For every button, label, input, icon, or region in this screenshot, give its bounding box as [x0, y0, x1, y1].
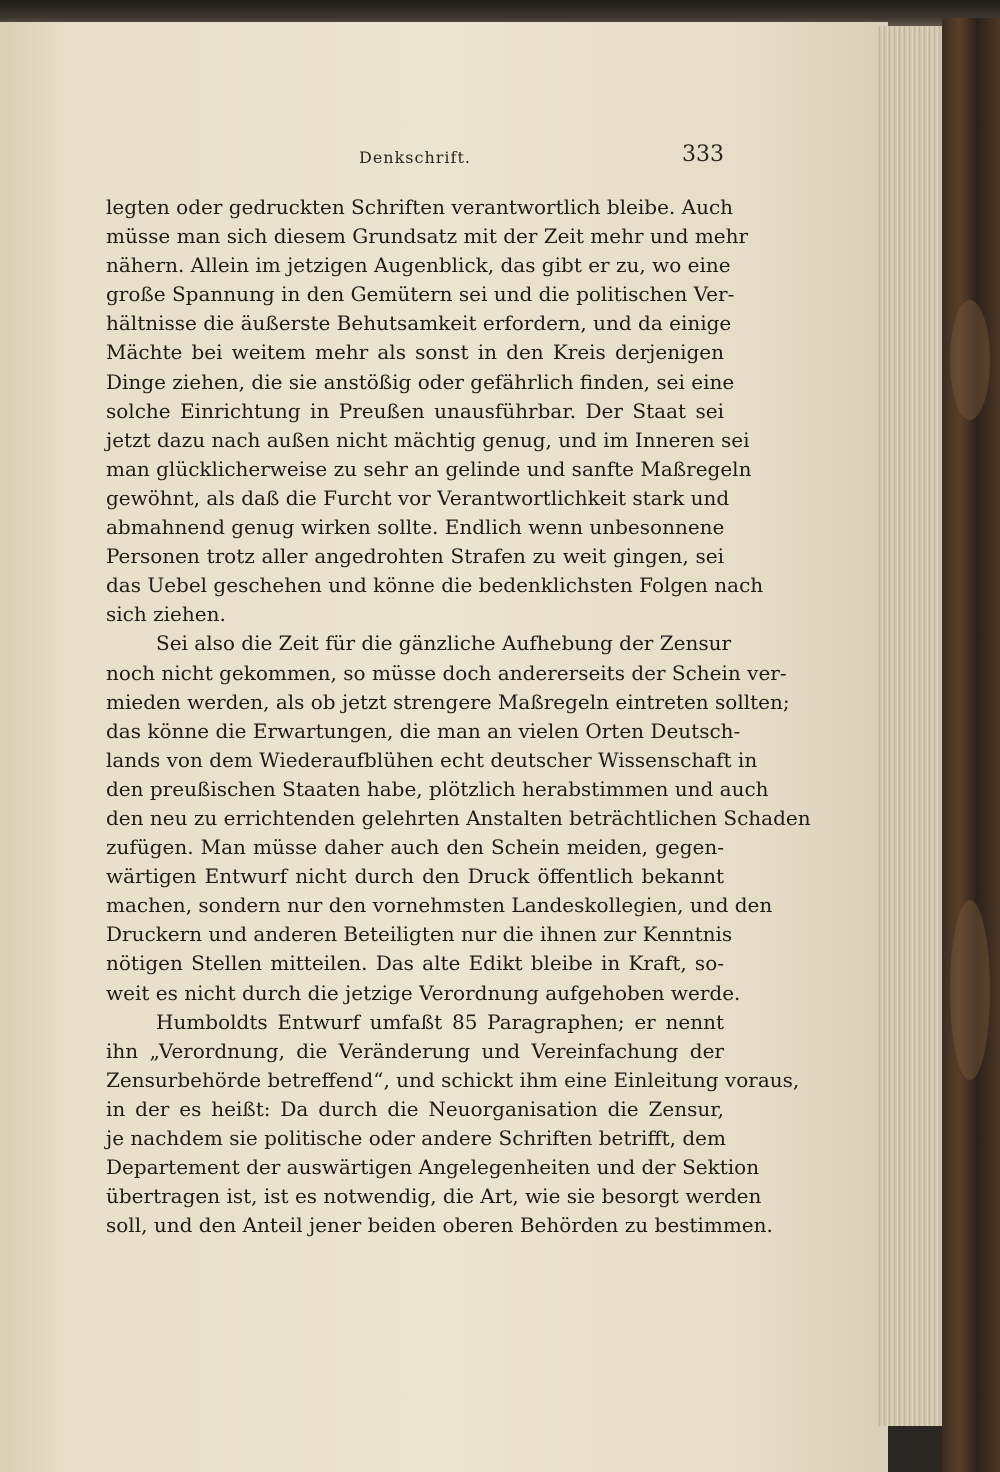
text-line: Humboldts Entwurf umfaßt 85 Paragraphen; er nennt — [156, 1009, 724, 1034]
text-line: legten oder gedruckten Schriften verantwortlich bleibe. Auch — [106, 195, 734, 219]
text-line: je nachdem sie politische oder andere Schriften betrifft, dem — [106, 1126, 726, 1150]
text-line: den preußischen Staaten habe, plötzlich herabstimmen und auch — [106, 776, 769, 801]
text-line: ihn „Verordnung, die Veränderung und Vereinfachung der — [106, 1038, 724, 1063]
cover-stain — [950, 900, 990, 1080]
page-edges — [876, 26, 944, 1426]
text-line: Druckern und anderen Beteiligten nur die ihnen zur Kenntnis — [106, 922, 733, 947]
text-line: wärtigen Entwurf nicht durch den Druck öffentlich bekannt — [106, 864, 724, 889]
text-line: machen, sondern nur den vornehmsten Landeskollegien, und den — [106, 893, 773, 918]
text-line: weit es nicht durch die jetzige Verordnung aufgehoben werde. — [106, 980, 741, 1005]
text-line: soll, und den Anteil jener beiden oberen Behörden zu bestimmen. — [106, 1213, 773, 1238]
text-line: große Spannung in den Gemütern sei und die politischen Ver- — [106, 282, 735, 307]
text-line: abmahnend genug wirken sollte. Endlich wenn unbesonnene — [106, 515, 725, 540]
text-line: den neu zu errichtenden gelehrten Anstalten beträchtlichen Schaden — [106, 805, 811, 830]
text-line: gewöhnt, als daß die Furcht vor Verantwortlichkeit stark und — [106, 485, 730, 510]
text-line: das Uebel geschehen und könne die bedenklichsten Folgen nach — [106, 573, 764, 598]
text-line: nötigen Stellen mitteilen. Das alte Edikt bleibe in Kraft, so- — [106, 951, 724, 976]
cover-stain — [950, 300, 990, 420]
text-line: nähern. Allein im jetzigen Augenblick, das gibt er zu, wo eine — [106, 253, 731, 278]
text-line: jetzt dazu nach außen nicht mächtig genug, und im Inneren sei — [106, 427, 750, 452]
book-cover — [942, 18, 1000, 1472]
text-line: in der es heißt: Da durch die Neuorganisation die Zensur, — [106, 1096, 724, 1121]
text-line: Departement der auswärtigen Angelegenheiten und der Sektion — [106, 1155, 760, 1180]
page-number: 333 — [682, 142, 724, 167]
text-line: müsse man sich diesem Grundsatz mit der Zeit mehr und mehr — [106, 224, 749, 249]
running-head — [106, 142, 724, 174]
text-line: zufügen. Man müsse daher auch den Schein meiden, gegen- — [106, 835, 724, 860]
text-line: das könne die Erwartungen, die man an vielen Orten Deutsch- — [106, 718, 741, 743]
text-line: Zensurbehörde betreffend“, und schickt ihm eine Einleitung voraus, — [106, 1067, 800, 1092]
text-line: Sei also die Zeit für die gänzliche Aufhebung der Zensur — [156, 631, 732, 656]
text-line: hältnisse die äußerste Behutsamkeit erfordern, und da einige — [106, 311, 732, 336]
running-head-title: Denkschrift. — [359, 148, 471, 167]
paragraph — [106, 629, 811, 1007]
text-line: sich ziehen. — [106, 602, 226, 627]
text-line: man glücklicherweise zu sehr an gelinde und sanfte Maßregeln — [106, 456, 752, 481]
text-line: mieden werden, als ob jetzt strengere Maßregeln eintreten sollten; — [106, 689, 790, 714]
text-line: noch nicht gekommen, so müsse doch andererseits der Schein ver- — [106, 660, 787, 685]
paragraph — [106, 1008, 800, 1241]
body-text — [106, 193, 811, 1240]
text-line: lands von dem Wiederaufblühen echt deutscher Wissenschaft in — [106, 747, 758, 772]
paragraph — [106, 193, 764, 629]
text-line: Dinge ziehen, die sie anstößig oder gefährlich finden, sei eine — [106, 369, 735, 394]
text-line: Mächte bei weitem mehr als sonst in den Kreis derjenigen — [106, 340, 724, 365]
text-line: übertragen ist, ist es notwendig, die Art, wie sie besorgt werden — [106, 1184, 762, 1209]
text-line: Personen trotz aller angedrohten Strafen zu weit gingen, sei — [106, 544, 724, 569]
text-line: solche Einrichtung in Preußen unausführbar. Der Staat sei — [106, 398, 724, 423]
